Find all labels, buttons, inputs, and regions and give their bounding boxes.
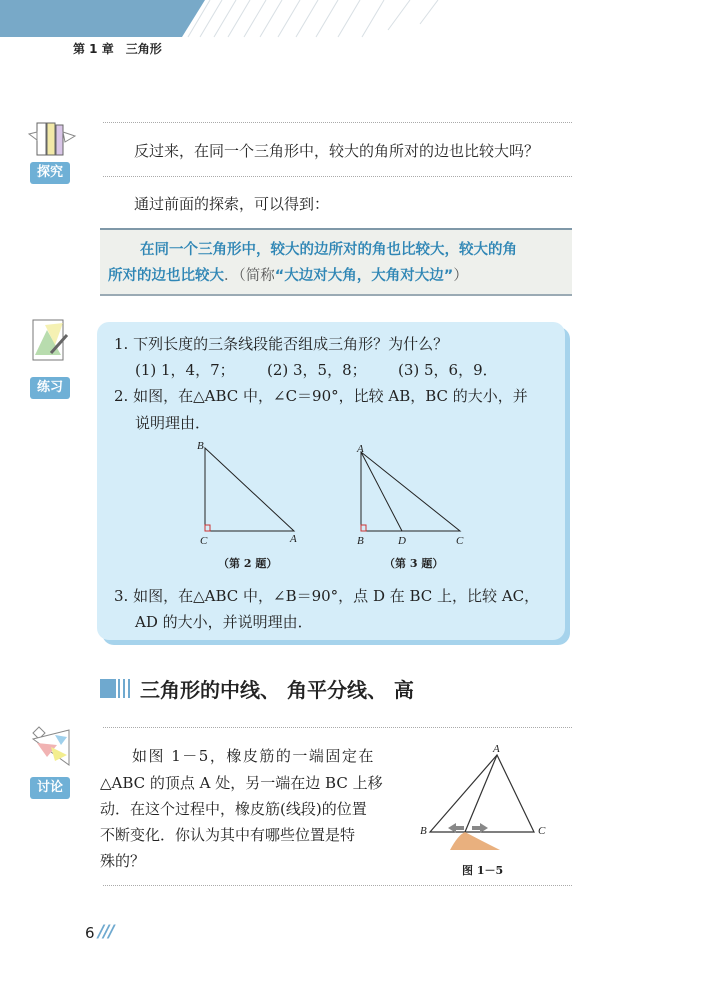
label-C: C <box>200 535 208 547</box>
question-2-line-2: 说明理由． <box>135 414 211 432</box>
explore-lead: 通过前面的探索，可以得到： <box>134 195 330 213</box>
label-A: A <box>357 443 364 455</box>
figure-q2 <box>205 448 294 531</box>
heading-marker-stripes <box>118 679 133 698</box>
rule-line-2 <box>108 264 468 285</box>
heading-marker-block <box>100 679 116 698</box>
divider <box>103 176 572 177</box>
rule-box <box>100 228 572 296</box>
section-title: 三角形的中线、 角平分线、 高 <box>140 678 414 702</box>
question-1: 1. 下列长度的三条线段能否组成三角形？为什么？ <box>114 335 449 353</box>
page-slashes: /// <box>98 922 114 942</box>
discuss-line: 殊的？ <box>100 852 146 870</box>
discuss-tag: 讨论 <box>30 777 70 799</box>
rule-bold: 所对的边也比较大 <box>108 268 224 284</box>
books-icon <box>27 120 77 160</box>
caption-q3: （第 3 题） <box>384 557 444 570</box>
label-B: B <box>357 535 364 547</box>
discuss-line: 不断变化．你认为其中有哪些位置是特 <box>100 826 356 844</box>
figure-q3 <box>361 452 460 531</box>
label-C: C <box>538 825 546 837</box>
notebook-pencil-icon <box>25 315 75 365</box>
q1-option-2: (2) 3，5，8； <box>267 361 367 379</box>
label-B: B <box>420 825 427 837</box>
discuss-line: △ABC 的顶点 A 处，另一端在边 BC 上移 <box>100 774 383 792</box>
figure-1-5 <box>420 745 550 855</box>
header-band <box>0 0 702 40</box>
rule-quote: “大边对大角，大角对大边” <box>274 268 454 284</box>
discuss-line: 动．在这个过程中，橡皮筋(线段)的位置 <box>100 800 367 818</box>
q1-option-3: (3) 5，6，9． <box>398 361 498 379</box>
page-number: 6 <box>85 924 95 942</box>
divider <box>103 727 572 728</box>
chapter-label: 第 1 章 三角形 <box>73 42 162 56</box>
label-B: B <box>197 440 204 452</box>
divider <box>103 122 572 123</box>
question-3-line-1: 3. 如图，在△ABC 中，∠B＝90°，点 D 在 BC 上，比较 AC， <box>114 587 540 605</box>
q1-option-1: (1) 1，4，7； <box>135 361 235 379</box>
figures-q2-q3 <box>190 438 480 548</box>
label-A: A <box>493 743 500 755</box>
label-A: A <box>290 533 297 545</box>
practice-tag: 练习 <box>30 377 70 399</box>
discuss-line: 如图 1－5，橡皮筋的一端固定在 <box>132 747 375 765</box>
divider <box>103 885 572 886</box>
geometry-shapes-icon <box>25 725 75 770</box>
label-D: D <box>398 535 406 547</box>
rule-note-close: ） <box>453 268 468 284</box>
rule-note-open: ．（简称 <box>224 268 275 284</box>
label-C: C <box>456 535 464 547</box>
rule-line-1: 在同一个三角形中，较大的边所对的角也比较大，较大的角 <box>140 242 517 258</box>
caption-q2: （第 2 题） <box>218 557 278 570</box>
explore-tag: 探究 <box>30 162 70 184</box>
figure-caption: 图 1－5 <box>462 864 504 877</box>
question-2-line-1: 2. 如图，在△ABC 中，∠C＝90°，比较 AB，BC 的大小，并 <box>114 387 528 405</box>
hand-image <box>450 832 500 850</box>
explore-question: 反过来，在同一个三角形中，较大的角所对的边也比较大吗？ <box>134 142 540 160</box>
question-3-line-2: AD 的大小，并说明理由． <box>135 613 313 631</box>
